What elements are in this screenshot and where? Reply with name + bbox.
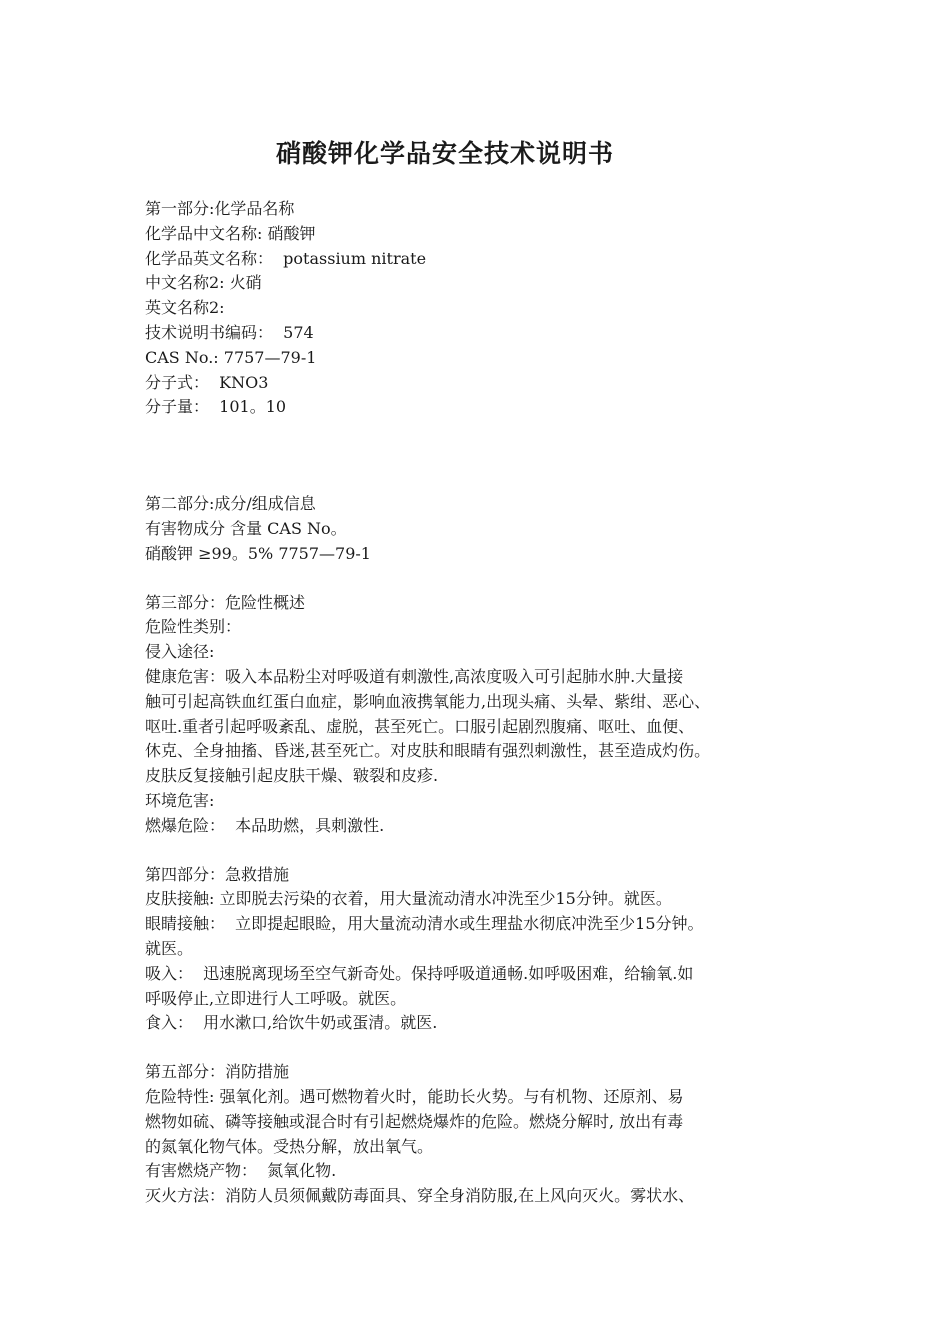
- text-line: 健康危害：吸入本品粉尘对呼吸道有刺激性,高浓度吸入可引起肺水肿.大量接: [145, 666, 684, 686]
- text-line: 触可引起高铁血红蛋白血症，影响血液携氧能力,出现头痛、头晕、紫绀、恶心、: [145, 691, 711, 711]
- spacer: [145, 1036, 825, 1060]
- spacer: [145, 839, 825, 863]
- text-line: 中文名称2: 火硝: [145, 273, 262, 293]
- document-body: [145, 197, 825, 1209]
- section-1-chemical-name: [145, 197, 825, 420]
- section-heading: 第二部分:成分/组成信息: [145, 494, 316, 514]
- text-line: 皮肤反复接触引起皮肤干燥、皲裂和皮疹.: [145, 766, 439, 786]
- text-line: 燃物如硫、磷等接触或混合时有引起燃烧爆炸的危险。燃烧分解时, 放出有毒: [145, 1111, 684, 1131]
- text-line: 吸入： 迅速脱离现场至空气新奇处。保持呼吸道通畅.如呼吸困难，给输氧.如: [145, 963, 694, 983]
- text-line: CAS No.: 7757—79-1: [145, 347, 317, 367]
- text-line: 燃爆危险： 本品助燃，具刺激性.: [145, 815, 385, 835]
- text-line: 皮肤接触: 立即脱去污染的衣着，用大量流动清水冲洗至少15分钟。就医。: [145, 889, 672, 909]
- section-heading: 第四部分：急救措施: [145, 864, 290, 884]
- text-line: 硝酸钾 ≥99。5% 7757—79-1: [145, 543, 371, 563]
- text-line: 分子量： 101。10: [145, 397, 287, 417]
- text-line: 英文名称2:: [145, 298, 225, 318]
- text-line: 侵入途径:: [145, 642, 215, 662]
- section-heading: 第三部分：危险性概述: [145, 592, 306, 612]
- section-heading: 第一部分:化学品名称: [145, 199, 295, 218]
- text-line: 呼吸停止,立即进行人工呼吸。就医。: [145, 988, 407, 1008]
- text-line: 分子式： KNO3: [145, 372, 269, 392]
- text-line: 有害燃烧产物： 氮氧化物.: [145, 1161, 337, 1181]
- text-line: 危险特性: 强氧化剂。遇可燃物着火时，能助长火势。与有机物、还原剂、易: [145, 1086, 684, 1106]
- text-line: 化学品英文名称： potassium nitrate: [145, 248, 427, 268]
- text-line: 食入： 用水漱口,给饮牛奶或蛋清。就医.: [145, 1013, 438, 1033]
- section-heading: 第五部分：消防措施: [145, 1062, 290, 1082]
- text-line: 呕吐.重者引起呼吸紊乱、虚脱，甚至死亡。口服引起剧烈腹痛、呕吐、血便、: [145, 716, 695, 736]
- text-line: 危险性类别：: [145, 617, 242, 637]
- text-line: 技术说明书编码： 574: [145, 322, 314, 342]
- spacer: [145, 567, 825, 591]
- text-line: 就医。: [145, 938, 194, 958]
- section-3-hazards: [145, 591, 825, 839]
- text-line: 休克、全身抽搐、昏迷,甚至死亡。对皮肤和眼睛有强烈刺激性，甚至造成灼伤。: [145, 741, 711, 761]
- text-line: 化学品中文名称: 硝酸钾: [145, 223, 316, 243]
- text-line: 眼睛接触： 立即提起眼睑，用大量流动清水或生理盐水彻底冲洗至少15分钟。: [145, 914, 704, 934]
- section-4-first-aid: [145, 863, 825, 1037]
- spacer: [145, 420, 825, 492]
- text-line: 灭火方法：消防人员须佩戴防毒面具、穿全身消防服,在上风向灭火。雾状水、: [145, 1186, 695, 1206]
- section-5-firefighting: [145, 1060, 825, 1209]
- text-line: 环境危害:: [145, 790, 215, 810]
- document-title: 硝酸钾化学品安全技术说明书: [275, 139, 614, 168]
- text-line: 有害物成分 含量 CAS No。: [145, 518, 347, 538]
- text-line: 的氮氧化物气体。受热分解，放出氧气。: [145, 1136, 434, 1156]
- section-2-composition: [145, 492, 825, 566]
